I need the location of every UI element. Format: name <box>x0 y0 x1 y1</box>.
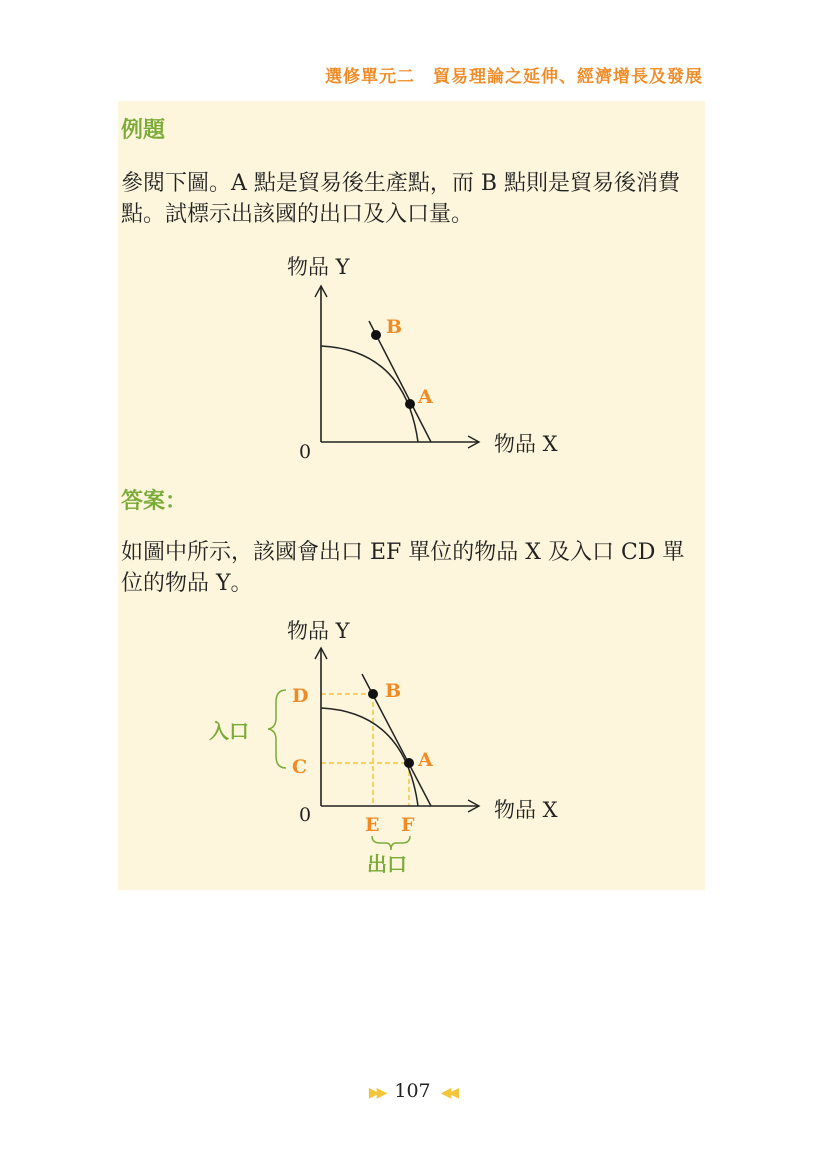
point-d-label: D <box>292 685 309 707</box>
y-axis-label: 物品 Y <box>287 255 350 279</box>
left-arrows-icon: ▶▶ <box>368 1085 385 1101</box>
page-footer <box>0 1080 825 1102</box>
import-label: 入口 <box>209 719 249 743</box>
right-arrows-icon: ◀◀ <box>440 1085 457 1101</box>
point-b-dot <box>368 689 378 699</box>
point-a-dot <box>404 758 414 768</box>
point-a-label: A <box>418 749 433 771</box>
example-text: 參閱下圖。A 點是貿易後生產點，而 B 點則是貿易後消費點。試標示出該國的出口及入口量。 <box>121 171 681 227</box>
page-number: 107 <box>394 1080 431 1102</box>
answer-heading: 答案： <box>121 488 188 514</box>
x-axis-label: 物品 X <box>494 432 558 456</box>
example-figure <box>0 240 825 470</box>
point-c-label: C <box>292 756 308 778</box>
origin-label: 0 <box>299 804 312 826</box>
import-brace <box>268 690 286 768</box>
point-b-dot <box>371 330 381 340</box>
point-e-label: E <box>365 814 380 836</box>
origin-label: 0 <box>299 441 312 463</box>
point-a-label: A <box>418 386 433 408</box>
point-b-label: B <box>386 316 403 338</box>
export-label: 出口 <box>367 852 407 876</box>
chapter-header: 選修單元二 貿易理論之延伸、經濟增長及發展 <box>325 67 703 87</box>
answer-text: 如圖中所示，該國會出口 EF 單位的物品 X 及入口 CD 單位的物品 Y。 <box>121 540 685 596</box>
production-possibility-curve <box>321 346 418 442</box>
export-brace <box>372 836 410 850</box>
example-heading: 例題 <box>121 117 166 143</box>
point-b-label: B <box>385 680 402 702</box>
point-a-dot <box>405 399 415 409</box>
x-axis-label: 物品 X <box>494 798 558 822</box>
production-possibility-curve <box>321 708 418 806</box>
y-axis-label: 物品 Y <box>287 619 350 643</box>
answer-figure <box>0 610 825 885</box>
point-f-label: F <box>401 814 415 836</box>
